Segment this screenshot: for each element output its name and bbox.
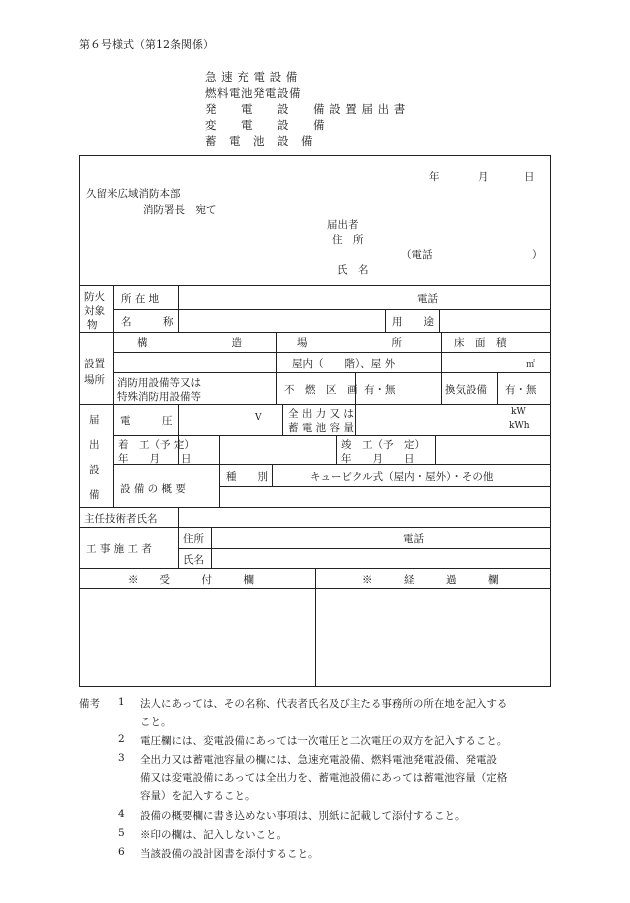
divider <box>79 527 551 528</box>
divider <box>79 507 551 508</box>
target-label-1: 防火 <box>84 291 105 303</box>
divider <box>435 435 436 464</box>
address-label: 住 所 <box>332 234 364 246</box>
location-label: 所 在 地 <box>121 293 160 305</box>
title-line-2: 燃料電池発電設備 <box>205 86 301 100</box>
progress-box <box>316 589 550 686</box>
form-number: 第６号様式（第12条関係） <box>79 38 214 51</box>
date-day: 日 <box>524 171 535 183</box>
notifier-label: 届出者 <box>327 219 359 231</box>
addressee-org: 久留米広域消防本部 <box>86 188 181 200</box>
divider <box>441 332 442 404</box>
divider <box>276 332 277 404</box>
contractor-address-label: 住所 <box>183 533 204 545</box>
phone-close: ） <box>532 249 543 261</box>
notes-heading: 備考 <box>79 698 100 710</box>
start-label-2: 年 月 日 <box>118 453 192 465</box>
addressee-title: 消防署長 宛て <box>143 204 217 216</box>
divider <box>336 435 337 464</box>
note-text: 設備の概要欄に書き込めない事項は、別紙に記載して添付すること。 <box>140 810 466 822</box>
ventilation-label: 換気設備 <box>445 384 487 396</box>
note-text: ※印の欄は、記入しないこと。 <box>140 829 287 841</box>
contractor-label: 工 事 施 工 者 <box>86 543 152 555</box>
note-text: 電圧欄には、変電設備にあっては一次電圧と二次電圧の双方を記入すること。 <box>140 735 508 747</box>
contractor-name-label: 氏名 <box>183 554 204 566</box>
phone-label: 電話 <box>417 293 438 305</box>
indoor-outdoor: 屋内（ 階）、屋 外 <box>292 358 396 370</box>
note-text: 全出力又は蓄電池容量の欄には、急速充電設備、燃料電池発電設備、発電設 <box>140 754 497 766</box>
divider <box>385 309 386 332</box>
name-label: 氏 名 <box>337 264 369 276</box>
reception-box <box>80 589 314 686</box>
note-text: 容量）を記入すること。 <box>140 790 256 802</box>
cubicle-options: キュービクル式（屋内・屋外）・その他 <box>310 471 494 483</box>
title-line-3: 発 電 設 備 設 置 届 出 書 <box>205 102 406 116</box>
equip-label-3: 設 <box>89 464 100 476</box>
note-text: 備又は変電設備にあっては全出力を、蓄電池設備にあっては蓄電池容量（定格 <box>140 772 508 784</box>
unit-v: V <box>255 413 262 423</box>
voltage-label: 電 圧 <box>120 415 173 427</box>
equip-label-2: 出 <box>89 439 100 451</box>
unit-kwh: kWh <box>509 421 530 431</box>
divider <box>113 372 551 373</box>
date-year: 年 <box>429 171 440 183</box>
divider <box>282 404 283 435</box>
site-label-1: 設置 <box>84 358 105 370</box>
divider <box>272 464 273 486</box>
fire-zone-label: 不 燃 区 画 <box>284 384 358 396</box>
site-label-2: 場所 <box>84 374 105 386</box>
divider <box>497 372 498 404</box>
divider <box>113 352 551 353</box>
engineer-label: 主任技術者氏名 <box>84 513 158 525</box>
contractor-phone-label: 電話 <box>403 533 424 545</box>
start-label-1: 着 工（予 定） <box>118 439 195 451</box>
fire-zone-yes-no: 有・無 <box>364 384 396 396</box>
divider <box>113 285 114 507</box>
divider <box>439 309 440 332</box>
note-text: こと。 <box>140 716 172 728</box>
progress-header: ※ 経 過 欄 <box>362 574 499 586</box>
floor-area-header: 床 面 積 <box>454 337 507 349</box>
equip-label-1: 届 <box>89 414 100 426</box>
ventilation-yes-no: 有・無 <box>505 384 537 396</box>
output-label-2: 蓄 電 池 容 量 <box>288 422 354 434</box>
divider <box>178 548 551 549</box>
divider <box>219 486 551 487</box>
note-number: 5 <box>118 827 125 839</box>
overview-label: 設 備 の 概 要 <box>120 483 186 495</box>
phone-open: （電話 <box>401 249 433 261</box>
divider <box>178 507 179 568</box>
title-line-1: 急 速 充 電 設 備 <box>205 70 298 84</box>
divider <box>355 404 356 435</box>
note-text: 法人にあっては、その名称、代表者氏名及び主たる事務所の所在地を記入する <box>140 698 508 710</box>
equip-label-4: 備 <box>89 489 100 501</box>
note-number: 1 <box>118 696 125 708</box>
divider <box>219 435 220 507</box>
note-number: 4 <box>118 808 125 820</box>
name-field-label: 名 称 <box>121 316 174 328</box>
target-label-3: 物 <box>87 319 98 331</box>
end-label-1: 竣 工（予 定） <box>341 439 425 451</box>
fire-equipment-line-1: 消防用設備等又は <box>117 377 201 389</box>
title-line-4: 変 電 設 備 <box>205 118 325 132</box>
title-line-5: 蓄 電 池 設 備 <box>205 134 313 148</box>
reception-header: ※ 受 付 欄 <box>128 574 254 586</box>
date-month: 月 <box>478 171 489 183</box>
note-text: 当該設備の設計図書を添付すること。 <box>140 848 319 860</box>
divider <box>79 285 551 286</box>
usage-label: 用 途 <box>392 316 434 328</box>
note-number: 6 <box>118 846 125 858</box>
unit-kw: kW <box>511 407 526 417</box>
note-number: 2 <box>118 733 125 745</box>
target-label-2: 対象 <box>84 305 105 317</box>
end-label-2: 年 月 日 <box>341 453 415 465</box>
divider <box>211 527 212 568</box>
type-label: 種 別 <box>226 471 268 483</box>
divider <box>79 332 551 333</box>
structure-header: 構 造 <box>137 337 242 349</box>
fire-equipment-line-2: 特殊消防用設備等 <box>117 391 201 403</box>
divider <box>79 404 551 405</box>
note-number: 3 <box>118 752 125 764</box>
unit-m2: ㎡ <box>526 360 536 370</box>
divider <box>178 285 179 332</box>
output-label-1: 全 出 力 又 は <box>288 408 354 420</box>
place-header: 場 所 <box>297 337 402 349</box>
